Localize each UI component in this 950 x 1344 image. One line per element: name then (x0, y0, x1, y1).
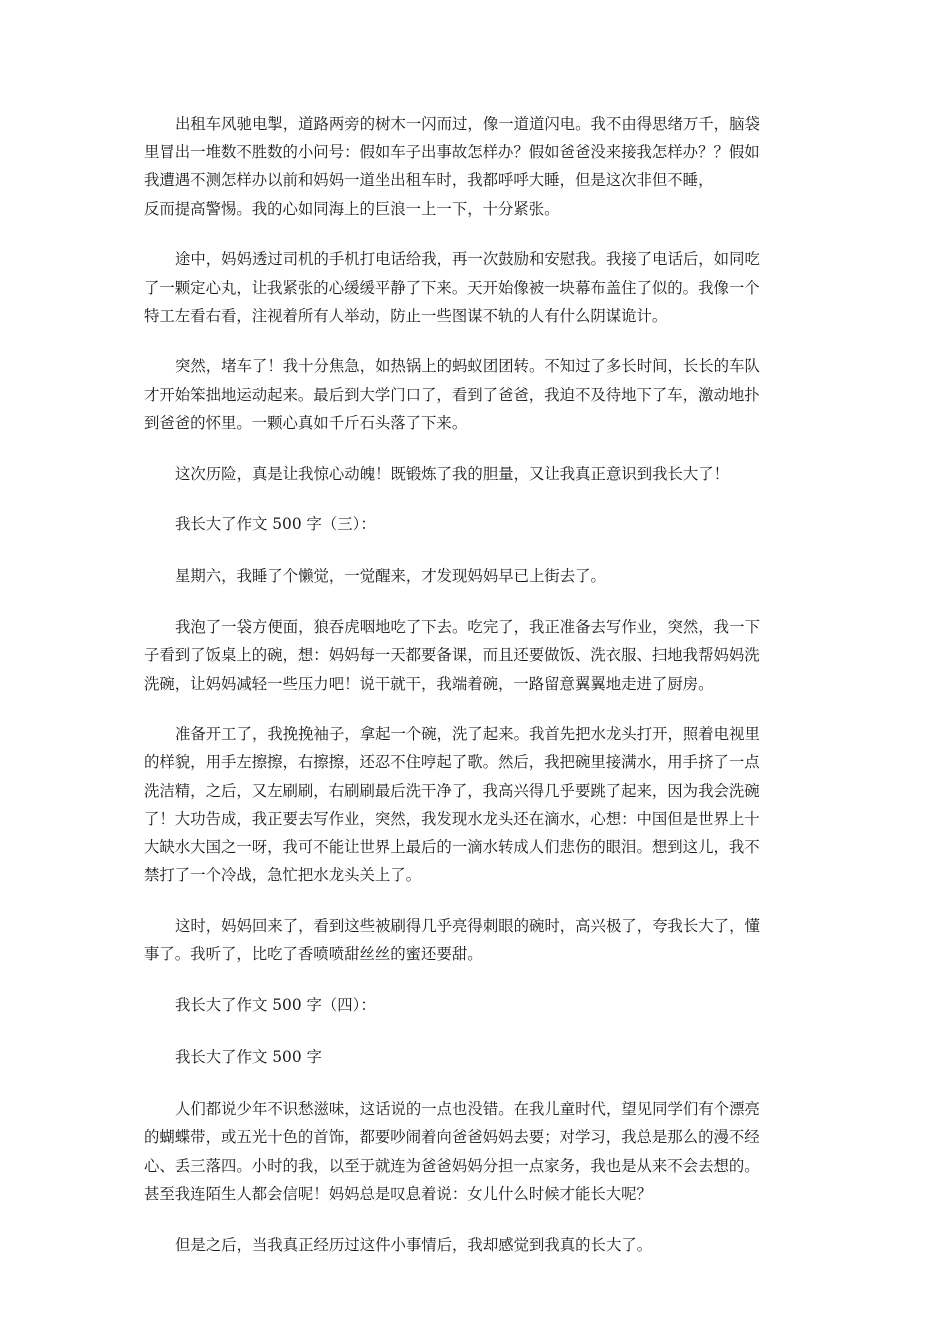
paragraph-adventure-summary (144, 460, 808, 488)
text-line: 特工左看右看，注视着所有人举动，防止一些图谋不轨的人有什么阴谋诡计。 (144, 306, 668, 325)
text-line: 星期六，我睡了个懒觉，一觉醒来，才发现妈妈早已上街去了。 (175, 567, 606, 586)
text-line: 洗洁精，之后，又左刷刷，右刷刷最后洗干净了，我高兴得几乎要跳了起来，因为我会洗碗 (144, 781, 760, 800)
paragraph-mother-returns (144, 912, 808, 968)
document-page (144, 110, 808, 1281)
paragraph-washing-dishes (144, 720, 808, 889)
text-line: 我长大了作文 500 字（四）： (175, 995, 376, 1014)
paragraph-taxi-ride (144, 110, 808, 223)
text-line: 途中，妈妈透过司机的手机打电话给我，再一次鼓励和安慰我。我接了电话后，如同吃 (175, 250, 760, 269)
essay-title (144, 1043, 808, 1071)
text-line: 了！大功告成，我正要去写作业，突然，我发现水龙头还在滴水，心想：中国但是世界上十 (144, 809, 760, 828)
paragraph-instant-noodles (144, 613, 808, 698)
text-line: 禁打了一个冷战，急忙把水龙头关上了。 (144, 866, 422, 885)
text-line: 人们都说少年不识愁滋味，这话说的一点也没错。在我儿童时代，望见同学们有个漂亮 (175, 1100, 760, 1119)
text-line: 的蝴蝶带，或五光十色的首饰，都要吵闹着向爸爸妈妈去要；对学习，我总是那么的漫不经 (144, 1128, 760, 1147)
text-line: 我遭遇不测怎样办以前和妈妈一道坐出租车时，我都呼呼大睡，但是这次非但不睡， (144, 171, 714, 190)
text-line: 我长大了作文 500 字 (175, 1048, 322, 1067)
text-line: 甚至我连陌生人都会信呢！妈妈总是叹息着说：女儿什么时候才能长大呢？ (144, 1184, 652, 1203)
text-line: 里冒出一堆数不胜数的小问号：假如车子出事故怎样办？假如爸爸没来接我怎样办？？假如 (144, 143, 760, 162)
text-line: 我长大了作文 500 字（三）： (175, 515, 376, 534)
text-line: 突然，堵车了！我十分焦急，如热锅上的蚂蚁团团转。不知过了多长时间，长长的车队 (175, 357, 760, 376)
text-line: 这时，妈妈回来了，看到这些被刷得几乎亮得刺眼的碗时，高兴极了，夸我长大了，懂 (175, 916, 760, 935)
paragraph-phone-call (144, 245, 808, 330)
text-line: 子看到了饭桌上的碗，想：妈妈每一天都要备课，而且还要做饭、洗衣服、扫地我帮妈妈洗 (144, 646, 760, 665)
paragraph-grown-up (144, 1231, 808, 1259)
text-line: 才开始笨拙地运动起来。最后到大学门口了，看到了爸爸，我迫不及待地下了车，激动地扑 (144, 385, 760, 404)
text-line: 的样貌，用手左擦擦，右擦擦，还忍不住哼起了歌。然后，我把碗里接满水，用手挤了一点 (144, 753, 760, 772)
section-heading-three (144, 510, 808, 538)
text-line: 这次历险，真是让我惊心动魄！既锻炼了我的胆量，又让我真正意识到我长大了！ (175, 464, 730, 483)
text-line: 洗碗，让妈妈减轻一些压力吧！说干就干，我端着碗，一路留意翼翼地走进了厨房。 (144, 674, 714, 693)
text-line: 出租车风驰电掣，道路两旁的树木一闪而过，像一道道闪电。我不由得思绪万千，脑袋 (175, 115, 760, 133)
text-line: 准备开工了，我挽挽袖子，拿起一个碗，洗了起来。我首先把水龙头打开，照着电视里 (175, 725, 760, 744)
text-line: 心、丢三落四。小时的我，以至于就连为爸爸妈妈分担一点家务，我也是从来不会去想的。 (144, 1156, 760, 1175)
text-line: 大缺水大国之一呀，我可不能让世界上最后的一滴水转成人们悲伤的眼泪。想到这儿，我不 (144, 838, 760, 857)
paragraph-traffic-jam (144, 352, 808, 437)
section-heading-four (144, 991, 808, 1019)
text-line: 了一颗定心丸，让我紧张的心缓缓平静了下来。天开始像被一块幕布盖住了似的。我像一个 (144, 278, 760, 297)
text-line: 事了。我听了，比吃了香喷喷甜丝丝的蜜还要甜。 (144, 945, 483, 964)
text-line: 反而提高警惕。我的心如同海上的巨浪一上一下，十分紧张。 (144, 199, 560, 218)
paragraph-childhood (144, 1095, 808, 1208)
paragraph-saturday (144, 562, 808, 590)
text-line: 我泡了一袋方便面，狼吞虎咽地吃了下去。吃完了，我正准备去写作业，突然，我一下 (175, 618, 760, 637)
text-line: 到爸爸的怀里。一颗心真如千斤石头落了下来。 (144, 413, 468, 432)
text-line: 但是之后，当我真正经历过这件小事情后，我却感觉到我真的长大了。 (175, 1235, 653, 1254)
